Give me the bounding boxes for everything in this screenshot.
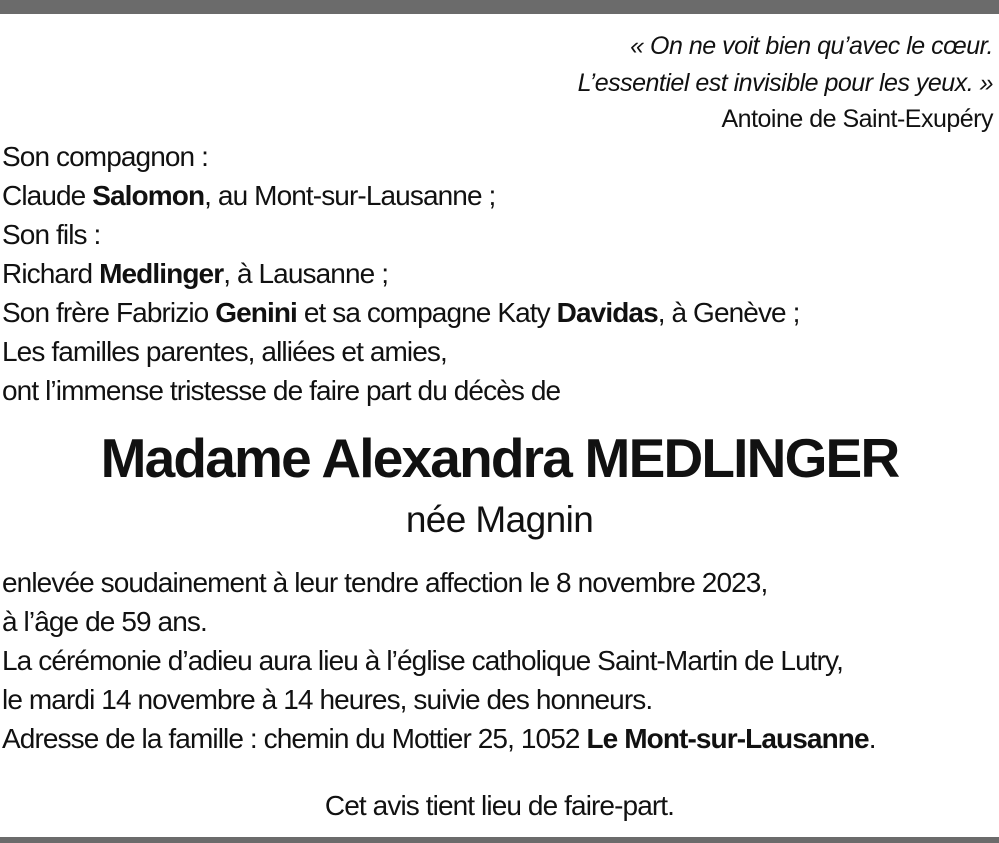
surname-bold: Salomon [92, 180, 205, 211]
bottom-rule [0, 837, 999, 843]
family-line [2, 215, 800, 254]
family-announcement [2, 137, 800, 410]
family-line [2, 254, 800, 293]
address-locality-bold: Le Mont-sur-Lausanne [586, 723, 869, 754]
line-text: Claude [2, 180, 93, 211]
detail-line [2, 719, 876, 758]
surname-bold: Medlinger [99, 258, 224, 289]
line-text: enlevée soudainement à leur tendre affection le 8 novembre 2023, [2, 567, 768, 598]
quote-line-2: L’essentiel est invisible pour les yeux. » [577, 69, 993, 97]
line-text: Son fils : [2, 219, 101, 250]
family-line [2, 137, 800, 176]
line-text: et sa compagne Katy [296, 297, 557, 328]
detail-line [2, 680, 876, 719]
detail-line [2, 563, 876, 602]
line-text: , à Lausanne ; [223, 258, 389, 289]
deceased-name-block [0, 418, 999, 542]
detail-line [2, 602, 876, 641]
line-text: , à Genève ; [657, 297, 800, 328]
maiden-name: née Magnin [405, 499, 594, 540]
closing-note: Cet avis tient lieu de faire-part. [324, 790, 675, 821]
ceremony-details [2, 563, 876, 758]
detail-line [2, 641, 876, 680]
line-text: Son frère Fabrizio [2, 297, 216, 328]
deceased-name: Madame Alexandra MEDLINGER [100, 427, 899, 489]
line-text: à l’âge de 59 ans. [2, 606, 207, 637]
family-line [2, 293, 800, 332]
line-text: Son compagnon : [2, 141, 208, 172]
surname-bold: Davidas [556, 297, 658, 328]
family-line [2, 332, 800, 371]
line-text: le mardi 14 novembre à 14 heures, suivie des honneurs. [2, 684, 653, 715]
line-text: Richard [2, 258, 100, 289]
line-text: . [868, 723, 876, 754]
line-text: Les familles parentes, alliées et amies, [2, 336, 447, 367]
surname-bold: Genini [215, 297, 297, 328]
line-text: La cérémonie d’adieu aura lieu à l’église catholique Saint-Martin de Lutry, [2, 645, 843, 676]
family-line [2, 371, 800, 410]
epigraph-quote [578, 28, 993, 136]
family-line [2, 176, 800, 215]
line-text: ont l’immense tristesse de faire part du décès de [2, 375, 561, 406]
quote-line-1: « On ne voit bien qu’avec le cœur. [630, 32, 993, 60]
line-text: Adresse de la famille : chemin du Mottier 25, 1052 [2, 723, 587, 754]
line-text: , au Mont-sur-Lausanne ; [204, 180, 496, 211]
quote-author: Antoine de Saint-Exupéry [721, 105, 993, 133]
top-rule [0, 0, 999, 14]
